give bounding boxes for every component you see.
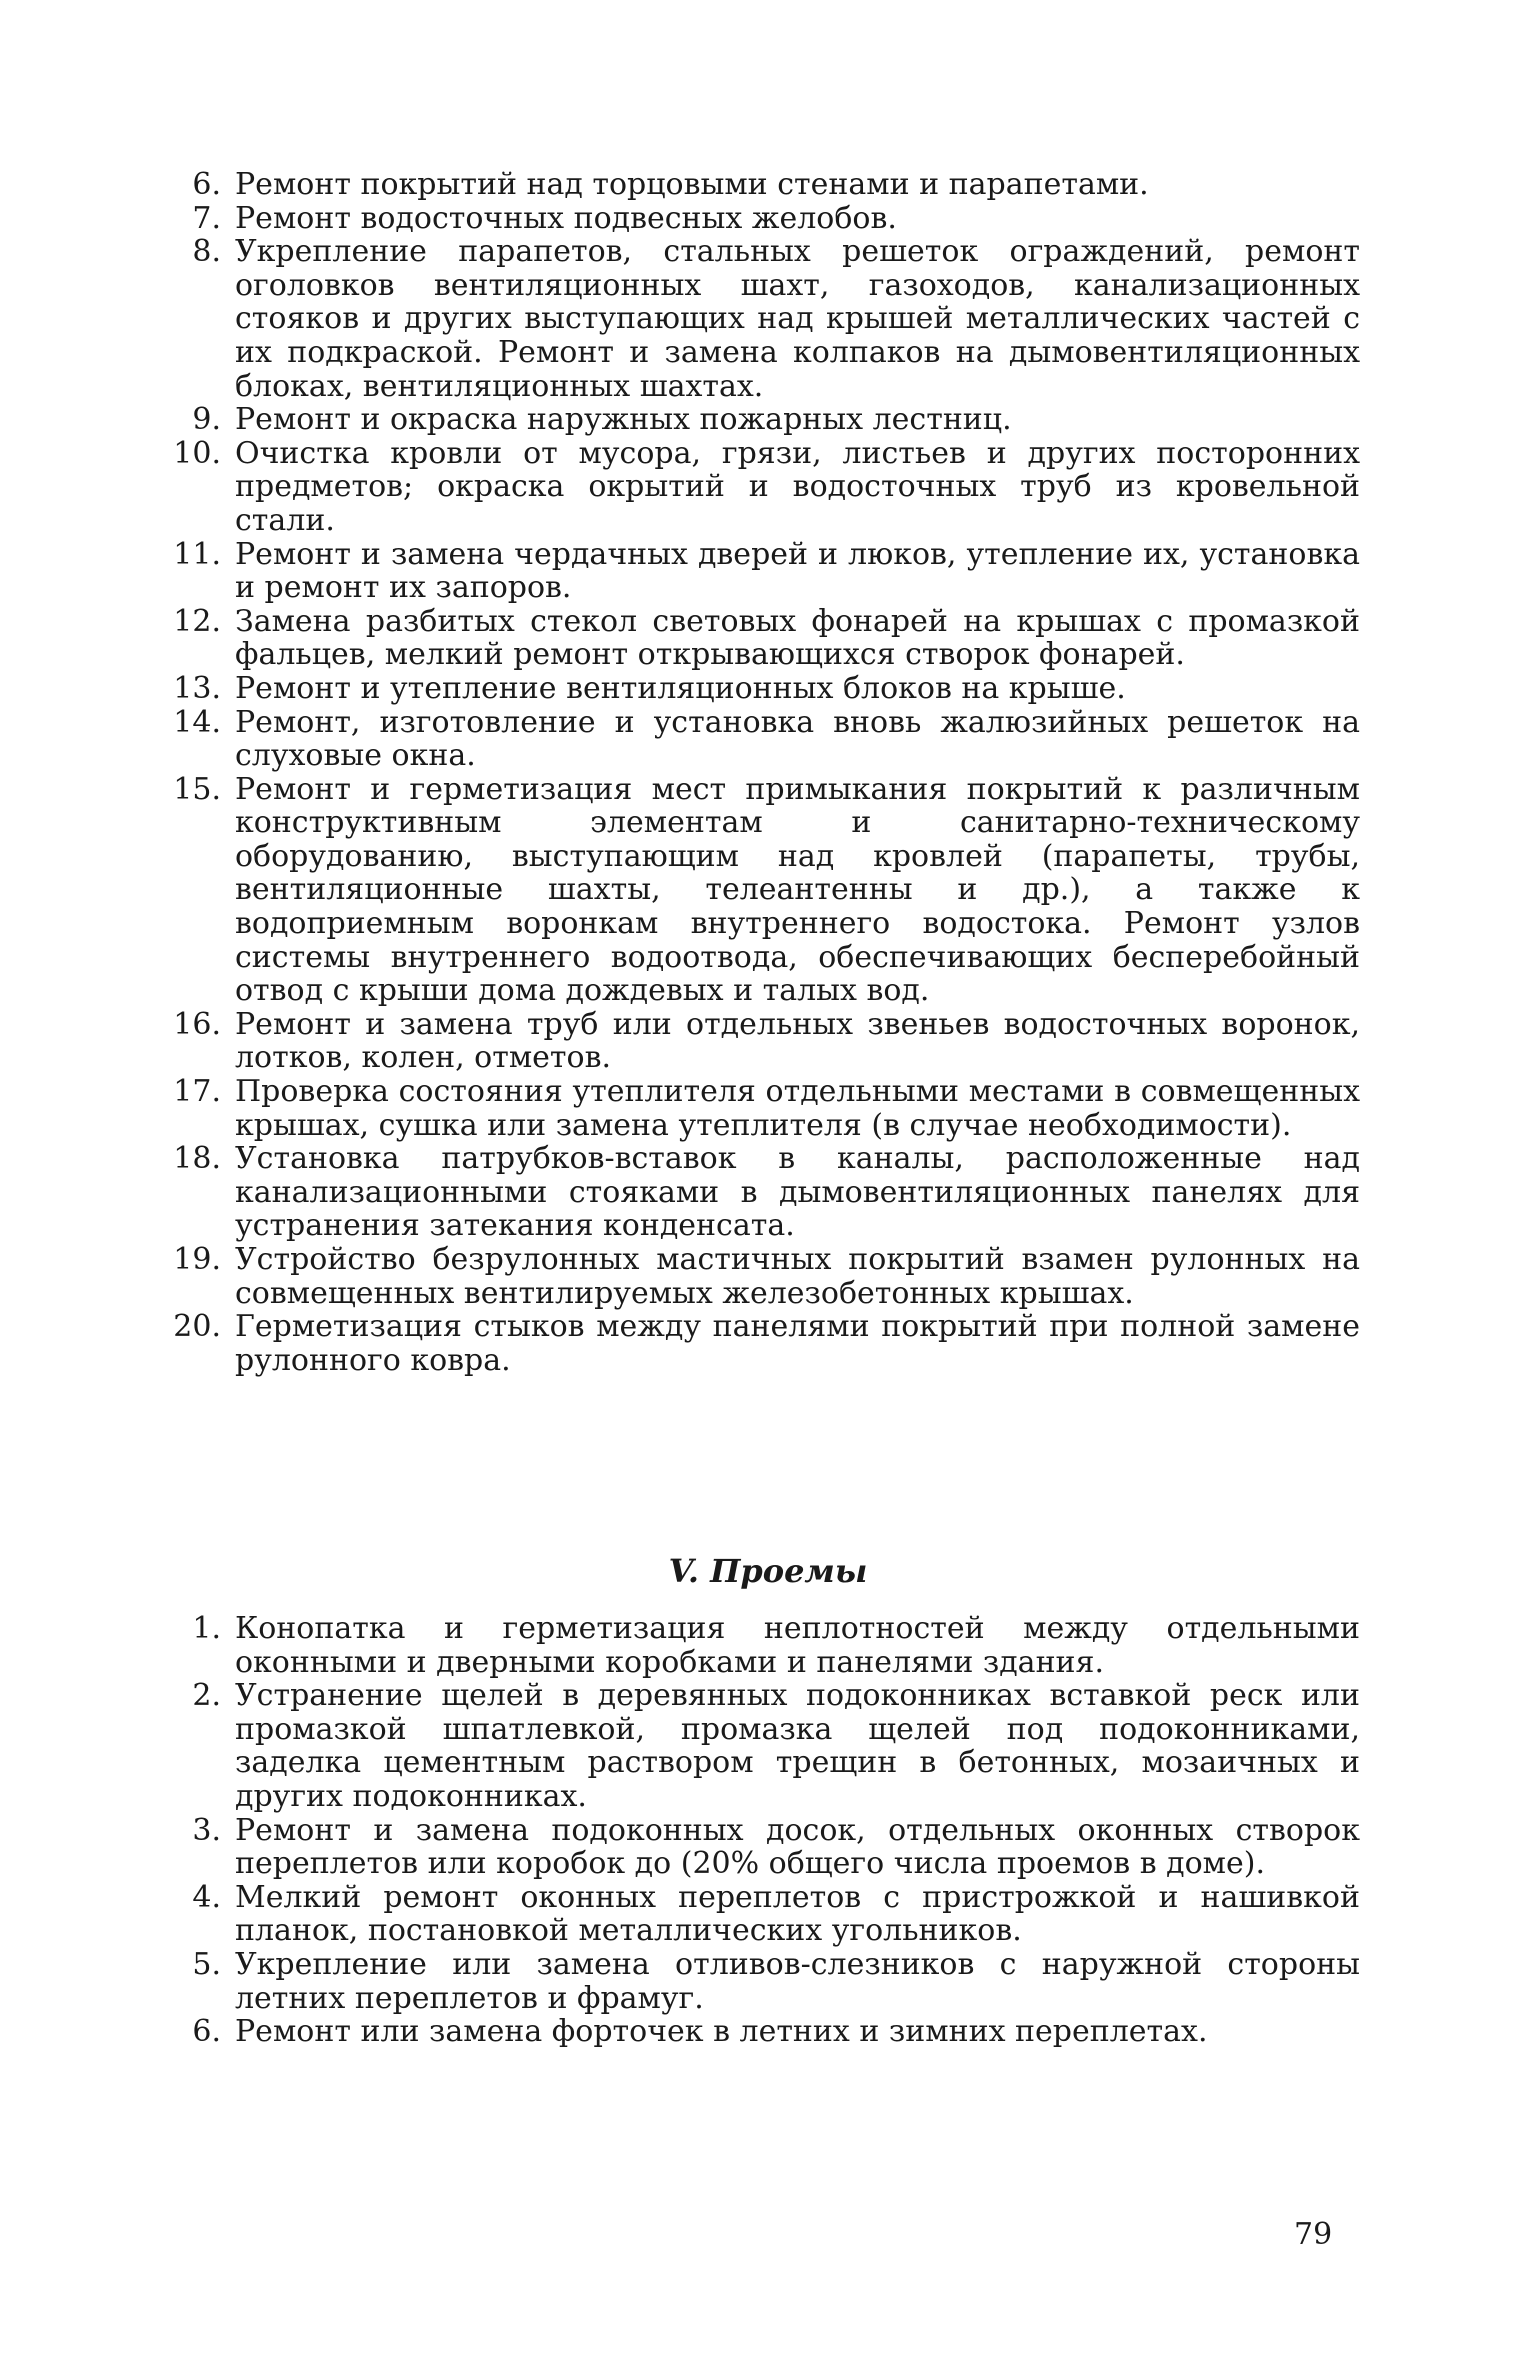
section-heading: V. Проемы xyxy=(668,1552,868,1590)
page-number: 79 xyxy=(1294,2217,1333,2252)
item-number: 18. xyxy=(173,1141,221,1177)
item-text: Очистка кровли от мусора, грязи, листьев и других посторонних предметов; окраска окрытий и водосточных труб из кровельной стали. xyxy=(235,435,1360,538)
section-v-list xyxy=(192,1611,1360,2050)
item-number: 14. xyxy=(173,704,221,740)
item-text: Ремонт и герметизация мест примыкания покрытий к различным конструктивным элементам и санитарно-техническому оборудованию, выступающим над кровлей (парапеты, трубы, вентиляционные шахты, телеантенны и др.), а также к водоприемным воронкам внутреннего водостока. Ремонт узлов системы внутреннего водоотвода, обеспечивающих бесперебойный отвод с крыши дома дождевых и талых вод. xyxy=(235,771,1360,1009)
list-item xyxy=(173,1309,1360,1378)
item-number: 20. xyxy=(173,1309,221,1345)
item-text: Ремонт, изготовление и установка вновь жалюзийных решеток на слуховые окна. xyxy=(235,704,1360,774)
item-text: Проверка состояния утеплителя отдельными местами в совмещенных крышах, сушка или замена утеплителя (в случае необходимости). xyxy=(235,1074,1360,1143)
item-text: Ремонт или замена форточек в летних и зимних переплетах. xyxy=(235,2014,1208,2050)
item-text: Ремонт и замена подоконных досок, отдельных оконных створок переплетов или коробок до (20% общего числа проемов в доме). xyxy=(235,1812,1360,1882)
list-item xyxy=(192,2014,1360,2050)
list-item xyxy=(173,1141,1360,1244)
list-item xyxy=(192,402,1360,438)
list-item xyxy=(192,1812,1360,1882)
list-item xyxy=(192,167,1360,202)
item-number: 6. xyxy=(192,167,221,202)
item-number: 10. xyxy=(173,435,221,471)
item-number: 2. xyxy=(192,1678,221,1714)
item-number: 16. xyxy=(173,1006,221,1042)
item-text: Укрепление парапетов, стальных решеток ограждений, ремонт оголовков вентиляционных шахт, газоходов, канализационных стояков и других выступающих над крышей металлических частей с их подкраской. Ремонт и замена колпаков на дымовентиляционных блоках, вентиляционных шахтах. xyxy=(235,234,1360,404)
list-item xyxy=(173,704,1360,774)
item-text: Мелкий ремонт оконных переплетов с пристрожкой и нашивкой планок, постановкой металлических угольников. xyxy=(235,1879,1360,1949)
item-text: Устройство безрулонных мастичных покрытий взамен рулонных на совмещенных вентилируемых железобетонных крышах. xyxy=(235,1242,1360,1311)
item-text: Ремонт и замена труб или отдельных звеньев водосточных воронок, лотков, колен, отметов. xyxy=(235,1006,1360,1076)
list-item xyxy=(192,234,1360,404)
item-number: 17. xyxy=(173,1074,221,1110)
list-item xyxy=(173,603,1360,673)
list-item xyxy=(173,1006,1360,1076)
list-item xyxy=(173,1242,1360,1311)
list-item xyxy=(192,200,1360,236)
list-item xyxy=(173,771,1360,1009)
item-number: 12. xyxy=(173,603,221,639)
item-number: 8. xyxy=(192,234,221,270)
item-text: Конопатка и герметизация неплотностей между отдельными оконными и дверными коробками и панелями здания. xyxy=(235,1611,1360,1680)
list-item xyxy=(192,1879,1360,1949)
item-number: 7. xyxy=(192,200,221,236)
list-item xyxy=(173,435,1360,538)
section-iv-list xyxy=(173,167,1360,1378)
item-text: Укрепление или замена отливов-слезников с наружной стороны летних переплетов и фрамуг. xyxy=(235,1946,1360,2016)
list-item xyxy=(173,1074,1360,1143)
item-text: Устранение щелей в деревянных подоконниках вставкой реск или промазкой шпатлевкой, промазка щелей под подоконниками, заделка цементным раствором трещин в бетонных, мозаичных и других подоконниках. xyxy=(235,1678,1360,1814)
item-number: 13. xyxy=(173,670,221,706)
item-text: Ремонт покрытий над торцовыми стенами и парапетами. xyxy=(235,167,1149,202)
item-text: Ремонт и окраска наружных пожарных лестниц. xyxy=(235,402,1012,438)
item-number: 6. xyxy=(192,2014,221,2050)
item-text: Ремонт и утепление вентиляционных блоков на крыше. xyxy=(235,670,1126,706)
list-item xyxy=(192,1611,1360,1680)
item-text: Замена разбитых стекол световых фонарей на крышах с промазкой фальцев, мелкий ремонт открывающихся створок фонарей. xyxy=(235,603,1360,673)
list-item xyxy=(192,1678,1360,1814)
item-number: 3. xyxy=(192,1812,221,1848)
list-item xyxy=(192,1946,1360,2016)
item-number: 5. xyxy=(192,1946,221,1982)
item-number: 19. xyxy=(173,1242,221,1277)
list-item xyxy=(173,536,1360,606)
item-number: 4. xyxy=(192,1879,221,1915)
item-number: 9. xyxy=(192,402,221,438)
item-text: Герметизация стыков между панелями покрытий при полной замене рулонного ковра. xyxy=(235,1309,1360,1378)
list-item xyxy=(173,670,1360,706)
item-number: 1. xyxy=(192,1611,221,1646)
item-text: Установка патрубков-вставок в каналы, расположенные над канализационными стояками в дымовентиляционных панелях для устранения затекания конденсата. xyxy=(235,1141,1360,1244)
item-number: 15. xyxy=(173,771,221,807)
item-number: 11. xyxy=(173,536,221,572)
item-text: Ремонт водосточных подвесных желобов. xyxy=(235,200,897,236)
item-text: Ремонт и замена чердачных дверей и люков, утепление их, установка и ремонт их запоров. xyxy=(235,536,1360,606)
